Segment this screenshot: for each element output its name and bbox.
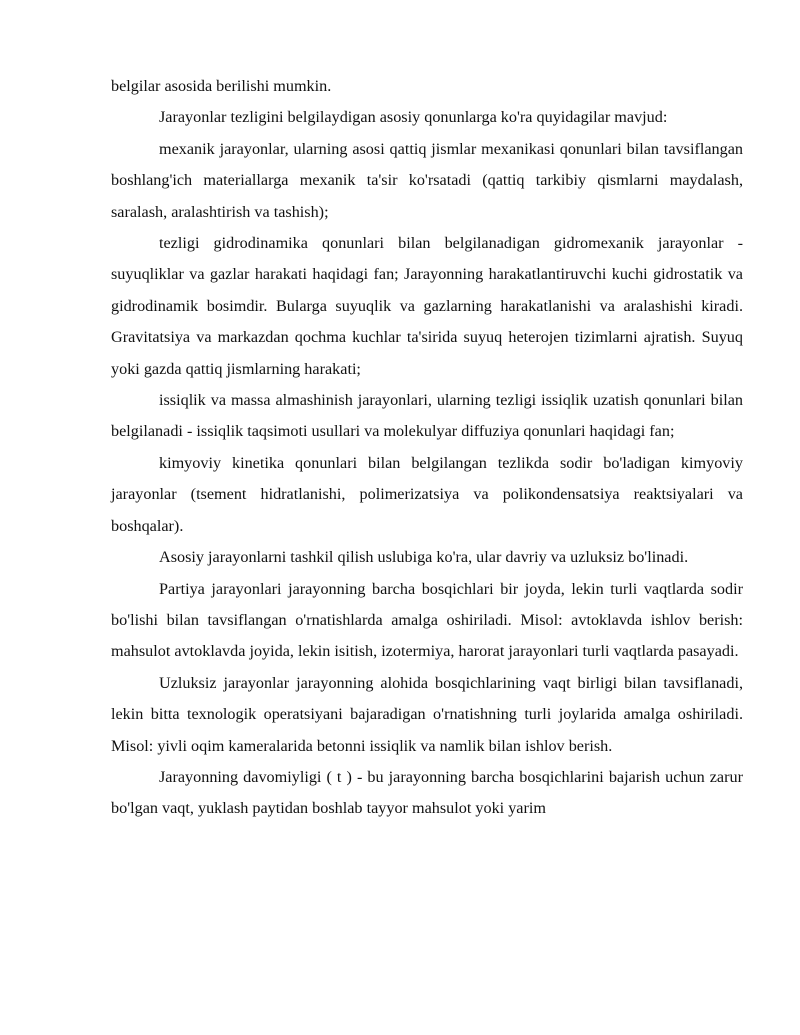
paragraph: tezligi gidrodinamika qonunlari bilan belgilanadigan gidromexanik jarayonlar - suyuqliklar va gazlar harakati haqidagi fan; Jarayonning harakatlantiruvchi kuchi gidrostatik va gidrodinamik bosimdir. Bularga suyuqlik va gazlarning harakatlanishi va aralashishi kiradi. Gravitatsiya va markazdan qochma kuchlar ta'sirida suyuq heterojen tizimlarni ajratish. Suyuq yoki gazda qattiq jismlarning harakati; [111,234,743,378]
paragraph: kimyoviy kinetika qonunlari bilan belgilangan tezlikda sodir bo'ladigan kimyoviy jarayonlar (tsement hidratlanishi, polimerizatsiya va polikondensatsiya reaktsiyalari va boshqalar). [111,453,743,535]
paragraph: Jarayonning davomiyligi ( t ) - bu jarayonning barcha bosqichlarini bajarish uchun zarur bo'lgan vaqt, yuklash paytidan boshlab tayyor mahsulot yoki yarim [111,767,743,818]
paragraph: Jarayonlar tezligini belgilaydigan asosiy qonunlarga ko'ra quyidagilar mavjud: [159,108,668,127]
paragraph: Asosiy jarayonlarni tashkil qilish uslubiga ko'ra, ular davriy va uzluksiz bo'linadi. [159,548,689,567]
document-page [111,71,743,825]
paragraph: Uzluksiz jarayonlar jarayonning alohida bosqichlarining vaqt birligi bilan tavsiflanadi, lekin bitta texnologik operatsiyani bajaradigan o'rnatishning turli joylarida amalga oshiriladi. Misol: yivli oqim kameralarida betonni issiqlik va namlik bilan ishlov berish. [111,673,743,755]
paragraph: mexanik jarayonlar, ularning asosi qattiq jismlar mexanikasi qonunlari bilan tavsiflangan boshlang'ich materiallarga mexanik ta'sir ko'rsatadi (qattiq tarkibiy qismlarni maydalash, saralash, aralashtirish va tashish); [111,139,743,221]
paragraph: belgilar asosida berilishi mumkin. [111,77,332,95]
paragraph: issiqlik va massa almashinish jarayonlari, ularning tezligi issiqlik uzatish qonunlari bilan belgilanadi - issiqlik taqsimoti usullari va molekulyar diffuziya qonunlari haqidagi fan; [111,391,743,441]
paragraph: Partiya jarayonlari jarayonning barcha bosqichlari bir joyda, lekin turli vaqtlarda sodir bo'lishi bilan tavsiflangan o'rnatishlarda amalga oshiriladi. Misol: avtoklavda ishlov berish: mahsulot avtoklavda joyida, lekin isitish, izotermiya, harorat jarayonlari turli vaqtlarda pasayadi. [111,579,743,661]
